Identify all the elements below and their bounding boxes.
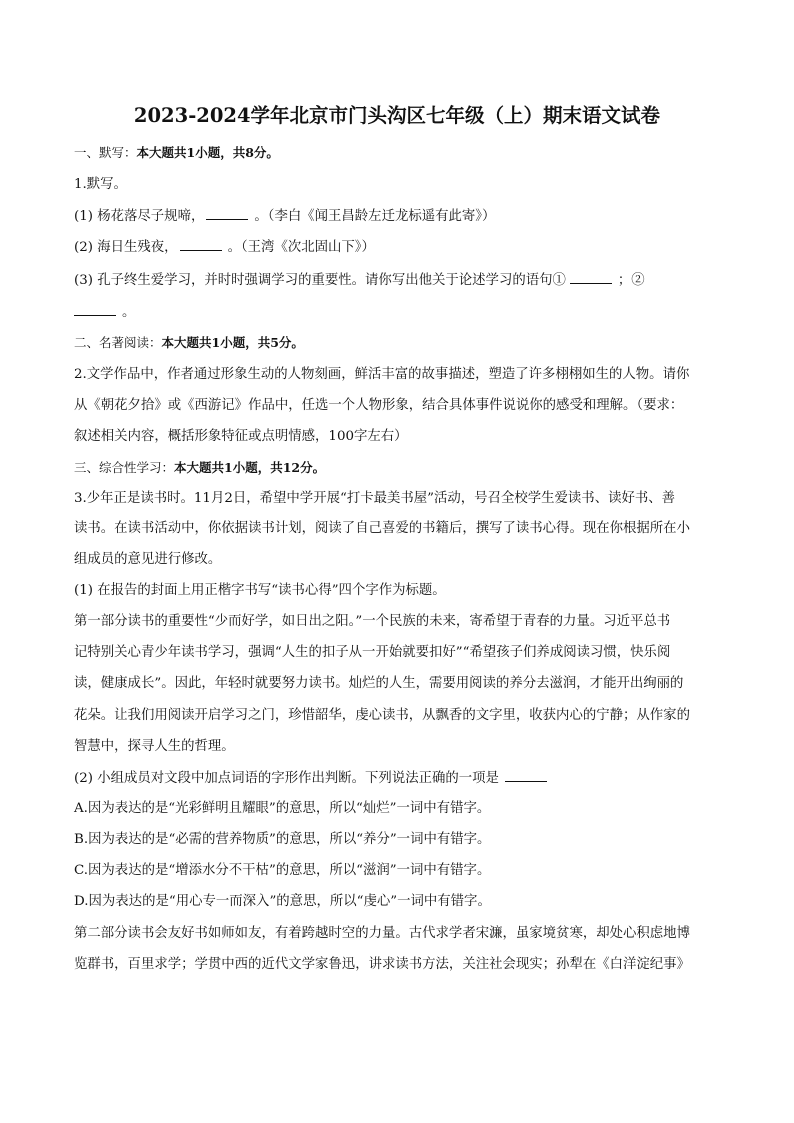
q3-part2-line-2: 览群书，百里求学；学贯中西的近代文学家鲁迅，讲求读书方法，关注社会现实；孙犁在《白洋淀纪事》 bbox=[74, 957, 690, 972]
section-1-prefix: 一、默写： bbox=[74, 145, 137, 160]
q1-line-1 bbox=[74, 206, 724, 227]
section-3-prefix: 三、综合性学习： bbox=[74, 460, 175, 475]
section-3-info: 本大题共1小题，共12分。 bbox=[174, 460, 326, 475]
page-title: 2023-2024学年北京市门头沟区七年级（上）期末语文试卷 bbox=[133, 104, 661, 127]
q3-para-1: 第一部分读书的重要性“少而好学，如日出之阳。”一个民族的未来，寄希望于青春的力量。习近平总书 bbox=[74, 614, 671, 629]
q1-line-3 bbox=[74, 270, 724, 291]
q1-line-2 bbox=[74, 237, 724, 258]
q1-line-2-source: 。（王湾《次北固山下》） bbox=[227, 240, 375, 255]
section-2-header bbox=[74, 333, 724, 353]
answer-blank[interactable] bbox=[206, 206, 248, 220]
section-1-info: 本大题共1小题，共8分。 bbox=[136, 145, 279, 160]
q3-line-3: 组成员的意见进行修改。 bbox=[74, 552, 222, 567]
option-b: B.因为表达的是“必需的营养物质”的意思，所以“养分”一词中有错字。 bbox=[74, 832, 491, 847]
q3-part2-line-1: 第二部分读书会友好书如师如友，有着跨越时空的力量。古代求学者宋濂，虽家境贫寒，却处心积虑地博 bbox=[74, 926, 690, 941]
q1-line-4 bbox=[74, 302, 724, 323]
q1-line-1-text: (1) 杨花落尽子规啼， bbox=[74, 209, 205, 224]
q3-line-1: 3.少年正是读书时。11月2日，希望中学开展“打卡最美书屋”活动，号召全校学生爱读书、读好书、善 bbox=[74, 491, 676, 506]
q3-sub-1: (1) 在报告的封面上用正楷字书写“读书心得”四个字作为标题。 bbox=[74, 583, 446, 598]
q3-para-2: 记特别关心青少年读书学习，强调“人生的扣子从一开始就要扣好”“希望孩子们养成阅读习惯，快乐阅 bbox=[74, 645, 671, 660]
answer-blank[interactable] bbox=[180, 237, 222, 251]
section-2-prefix: 二、名著阅读： bbox=[74, 335, 162, 350]
section-1-header bbox=[74, 143, 724, 163]
q2-line-2: 从《朝花夕拾》或《西游记》作品中，任选一个人物形象，结合具体事件说说你的感受和理解。（要求： bbox=[74, 398, 684, 413]
q1-line-3-tail: ；② bbox=[617, 273, 645, 288]
q3-para-4: 花朵。让我们用阅读开启学习之门，珍惜韶华，虔心读书，从飘香的文字里，收获内心的宁静；从作家的 bbox=[74, 708, 690, 723]
option-c: C.因为表达的是“增添水分不干枯”的意思，所以“滋润”一词中有错字。 bbox=[74, 863, 491, 878]
section-2-info: 本大题共1小题，共5分。 bbox=[161, 335, 304, 350]
q1-line-4-tail: 。 bbox=[122, 305, 136, 320]
option-d: D.因为表达的是“用心专一而深入”的意思，所以“虔心”一词中有错字。 bbox=[74, 894, 491, 909]
q3-para-5: 智慧中，探寻人生的哲理。 bbox=[74, 739, 235, 754]
q2-line-1: 2.文学作品中，作者通过形象生动的人物刻画，鲜活丰富的故事描述，塑造了许多栩栩如生的人物。请你 bbox=[74, 367, 690, 382]
q1-line-2-text: (2) 海日生残夜， bbox=[74, 240, 178, 255]
q2-line-3: 叙述相关内容，概括形象特征或点明情感，100字左右） bbox=[74, 429, 408, 444]
q1-line-3-text: (3) 孔子终生爱学习，并时时强调学习的重要性。请你写出他关于论述学习的语句① bbox=[74, 273, 566, 288]
option-a: A.因为表达的是“光彩鲜明且耀眼”的意思，所以“灿烂”一词中有错字。 bbox=[74, 801, 491, 816]
q3-line-2: 读书。在读书活动中，你依据读书计划，阅读了自己喜爱的书籍后，撰写了读书心得。现在你根据所在小 bbox=[74, 521, 690, 536]
section-3-header bbox=[74, 458, 724, 478]
q3-para-3: 读，健康成长”。因此，年轻时就要努力读书。灿烂的人生，需要用阅读的养分去滋润，才能开出绚丽的 bbox=[74, 676, 684, 691]
answer-blank[interactable] bbox=[570, 270, 612, 284]
q3-sub-2-text: (2) 小组成员对文段中加点词语的字形作出判断。下列说法正确的一项是 bbox=[74, 771, 499, 786]
answer-blank[interactable] bbox=[74, 302, 116, 316]
q1-head: 1.默写。 bbox=[74, 177, 127, 192]
answer-blank[interactable] bbox=[505, 768, 547, 782]
q1-line-1-source: 。（李白《闻王昌龄左迁龙标遥有此寄》） bbox=[254, 209, 496, 224]
q3-sub-2 bbox=[74, 768, 724, 789]
